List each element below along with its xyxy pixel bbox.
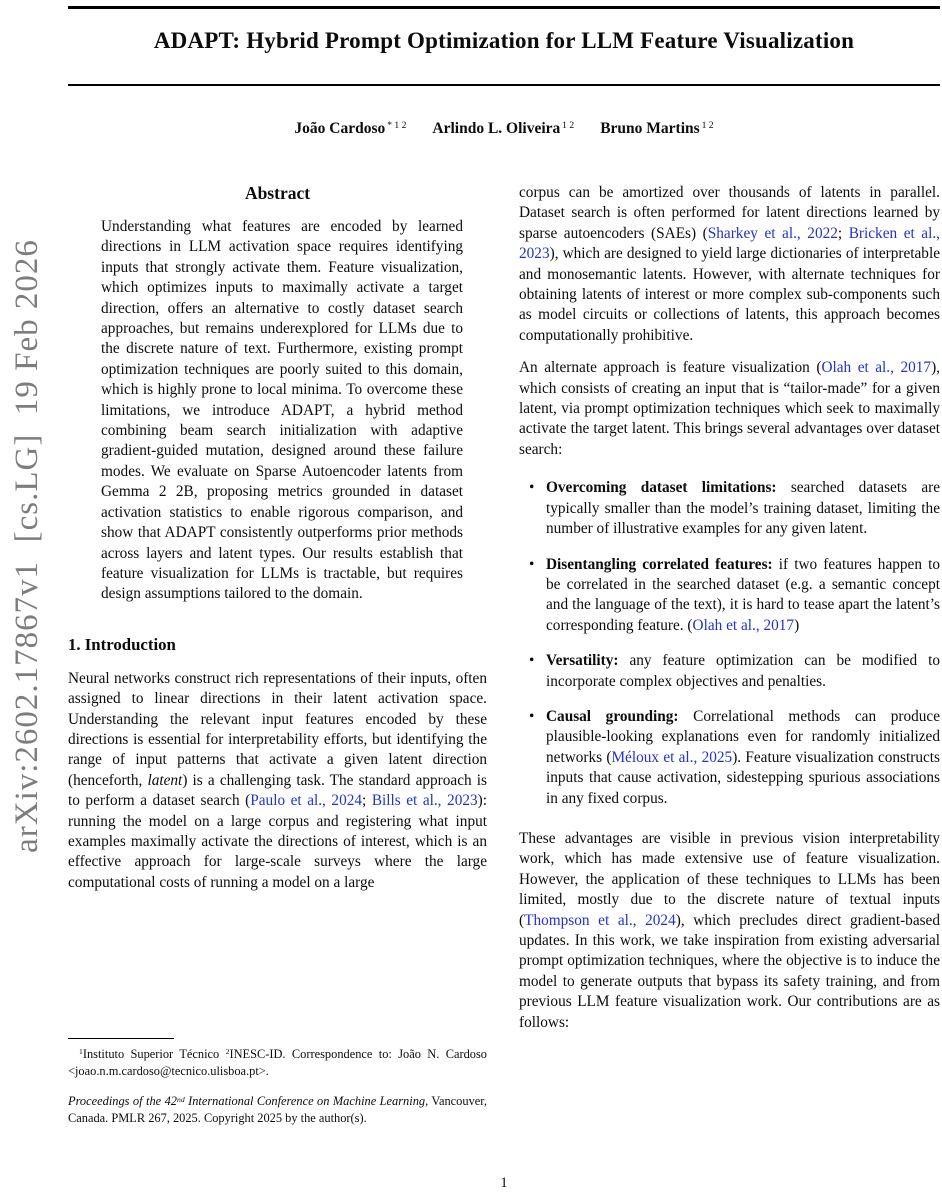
abstract-heading	[68, 183, 487, 204]
text-run: Instituto Superior Técnico	[82, 1047, 226, 1061]
bullet-item	[546, 478, 940, 539]
text-run: ) is a challenging task. The standard approach is to perform a dataset search (	[68, 771, 487, 810]
arxiv-watermark: arXiv:2602.17867v1 [cs.LG] 19 Feb 2026	[9, 239, 45, 853]
text-run: 42	[164, 1094, 177, 1109]
affiliation-footnote	[68, 1046, 487, 1079]
author-name: Arlindo L. Oliveira	[432, 120, 561, 137]
text-run: nd	[176, 1094, 185, 1104]
proceedings-note	[68, 1093, 487, 1126]
page-number: 1	[500, 1175, 508, 1191]
text-run: )	[794, 616, 800, 634]
paragraph	[519, 358, 940, 460]
title-rule-bottom	[68, 84, 940, 86]
author-name: João Cardoso	[294, 120, 386, 137]
paper-title: ADAPT: Hybrid Prompt Optimization for LLM Feature Visualization	[153, 28, 855, 53]
citation-link[interactable]: Olah et al., 2017	[821, 359, 932, 377]
text-run: Disentangling correlated features:	[546, 555, 773, 573]
advantages-list	[519, 478, 940, 809]
footnote-area	[68, 1038, 487, 1126]
text-run: searched datasets are typically smaller than the model’s training dataset, limiting the number of illustrative examples for any given latent.	[546, 479, 940, 538]
text-run: Correlational methods can produce plausible-looking explanations even for randomly initialized networks (	[546, 707, 940, 766]
bullet-item	[546, 555, 940, 637]
right-column	[519, 183, 940, 1045]
author	[432, 120, 574, 137]
intro-paragraph	[68, 669, 487, 893]
author-affiliations: 1 2	[560, 120, 575, 132]
text-run: Neural networks construct rich representations of their inputs, often assigned to linear directions in their latent activation space. Understanding the relevant input features encoded by these directions is essential for interpretability efforts, but identifying the range of input patterns that activate a given latent direction (henceforth,	[68, 669, 487, 789]
text-run: Understanding what features are encoded by learned directions in LLM activation space requires identifying inputs that strongly activate them. Feature visualization, which optimizes inputs to maximally activate a target direction, offers an alternative to costly dataset search approaches, but remains underexplored for LLMs due to the discrete nature of text. Furthermore, existing prompt optimization techniques are poorly suited to this domain, which is highly prone to local minima. To overcome these limitations, we introduce ADAPT, a hybrid method combining beam search initialization with adaptive gradient-guided mutation, designed around these failure modes. We evaluate on Sparse Autoencoder latents from Gemma 2 2B, proposing metrics grounded in dataset activation statistics to enable rigorous comparison, and show that ADAPT consistently outperforms prior methods across layers and latent types. Our results establish that feature visualization for LLMs is tractable, but requires design assumptions tailored to the domain.	[101, 218, 463, 603]
text-run: , Vancouver, Canada. PMLR 267, 2025. Copyright 2025 by the author(s).	[68, 1094, 487, 1125]
citation-link[interactable]: Olah et al., 2017	[692, 616, 795, 634]
bullet-item	[546, 707, 940, 809]
text-run: Causal grounding:	[546, 707, 679, 725]
text-run: Proceedings of the	[68, 1094, 165, 1109]
left-column	[68, 183, 487, 905]
text-run: ). Feature visualization constructs inputs that cause activation, sidestepping spurious associations in any fixed corpus.	[546, 748, 940, 807]
footnote-blocks	[68, 1046, 487, 1126]
citation-link[interactable]: Méloux et al., 2025	[611, 748, 733, 766]
author-line	[68, 120, 940, 138]
footnote-rule	[68, 1038, 174, 1039]
text-run: corpus can be amortized over thousands of latents in parallel. Dataset search is often performed for latent directions learned by sparse autoencoders (SAEs) (	[519, 184, 940, 242]
text-run: International Conference on Machine Learning	[184, 1094, 426, 1109]
text-run: ), which consists of creating an input that is “tailor-made” for a given latent, via prompt optimization techniques which seek to maximally activate the target latent. This brings several advantages over dataset search:	[519, 359, 940, 458]
citation-link[interactable]: Sharkey et al., 2022	[707, 224, 838, 242]
citation-link[interactable]: Thompson et al., 2024	[524, 911, 676, 929]
title-rule-top	[68, 6, 940, 9]
citation-link[interactable]: Bricken et al., 2023	[519, 224, 940, 263]
text-run: ): running the model on a large corpus and registering what input examples maximally activate the directions of interest, which is an effective approach for large-scale surveys where the large computational costs of running a model on a large	[68, 792, 487, 891]
author-affiliations: * 1 2	[385, 120, 407, 132]
citation-link[interactable]: Paulo et al., 2024	[250, 792, 363, 810]
text-run: ), which precludes direct gradient-based updates. In this work, we take inspiration from existing adversarial prompt optimization techniques, where the objective is to induce the model to generate outputs that bypass its safety training, and from previous LLM feature visualization work. Our contributions are as follows:	[519, 911, 940, 1031]
text-run: if two features happen to be correlated in the searched dataset (e.g. a semantic concept and the language of the text), it is hard to tease apart the latent’s corresponding feature. (	[546, 555, 940, 634]
text-run: 1	[79, 1047, 83, 1057]
text-run: Overcoming dataset limitations:	[546, 479, 777, 497]
abstract-paragraph	[101, 217, 463, 605]
section-1-heading	[68, 635, 487, 656]
text-run: An alternate approach is feature visualization (	[519, 359, 822, 377]
paragraph	[519, 829, 940, 1033]
text-run: ;	[837, 224, 849, 242]
text-run: These advantages are visible in previous vision interpretability work, which has made extensive use of feature visualization. However, the application of these techniques to LLMs has been limited, mostly due to the discrete nature of textual inputs (	[519, 829, 940, 929]
text-run: ;	[362, 792, 372, 810]
text-run: INESC-ID. Correspondence to: João N. Cardoso <joao.n.m.cardoso@tecnico.ulisboa.pt>.	[68, 1047, 487, 1078]
text-run: latent	[147, 771, 183, 789]
citation-link[interactable]: Bills et al., 2023	[371, 792, 478, 810]
text-run: ), which are designed to yield large dictionaries of interpretable and monosemantic latents. However, with alternate techniques for obtaining latents of interest or more complex sub-components such as model circuits or collections of latents, this approach becomes computationally prohibitive.	[519, 245, 940, 344]
bullet-item	[546, 651, 940, 692]
paragraph	[519, 183, 940, 346]
author	[600, 120, 713, 137]
text-run: Abstract	[244, 183, 311, 203]
text-run: any feature optimization can be modified to incorporate complex objectives and penalties.	[546, 652, 940, 690]
text-run: 2	[225, 1047, 230, 1057]
author	[294, 120, 406, 137]
author-affiliations: 1 2	[699, 120, 714, 132]
text-run: Versatility:	[546, 652, 619, 670]
author-name: Bruno Martins	[600, 120, 700, 137]
text-run: 1. Introduction	[68, 634, 176, 654]
